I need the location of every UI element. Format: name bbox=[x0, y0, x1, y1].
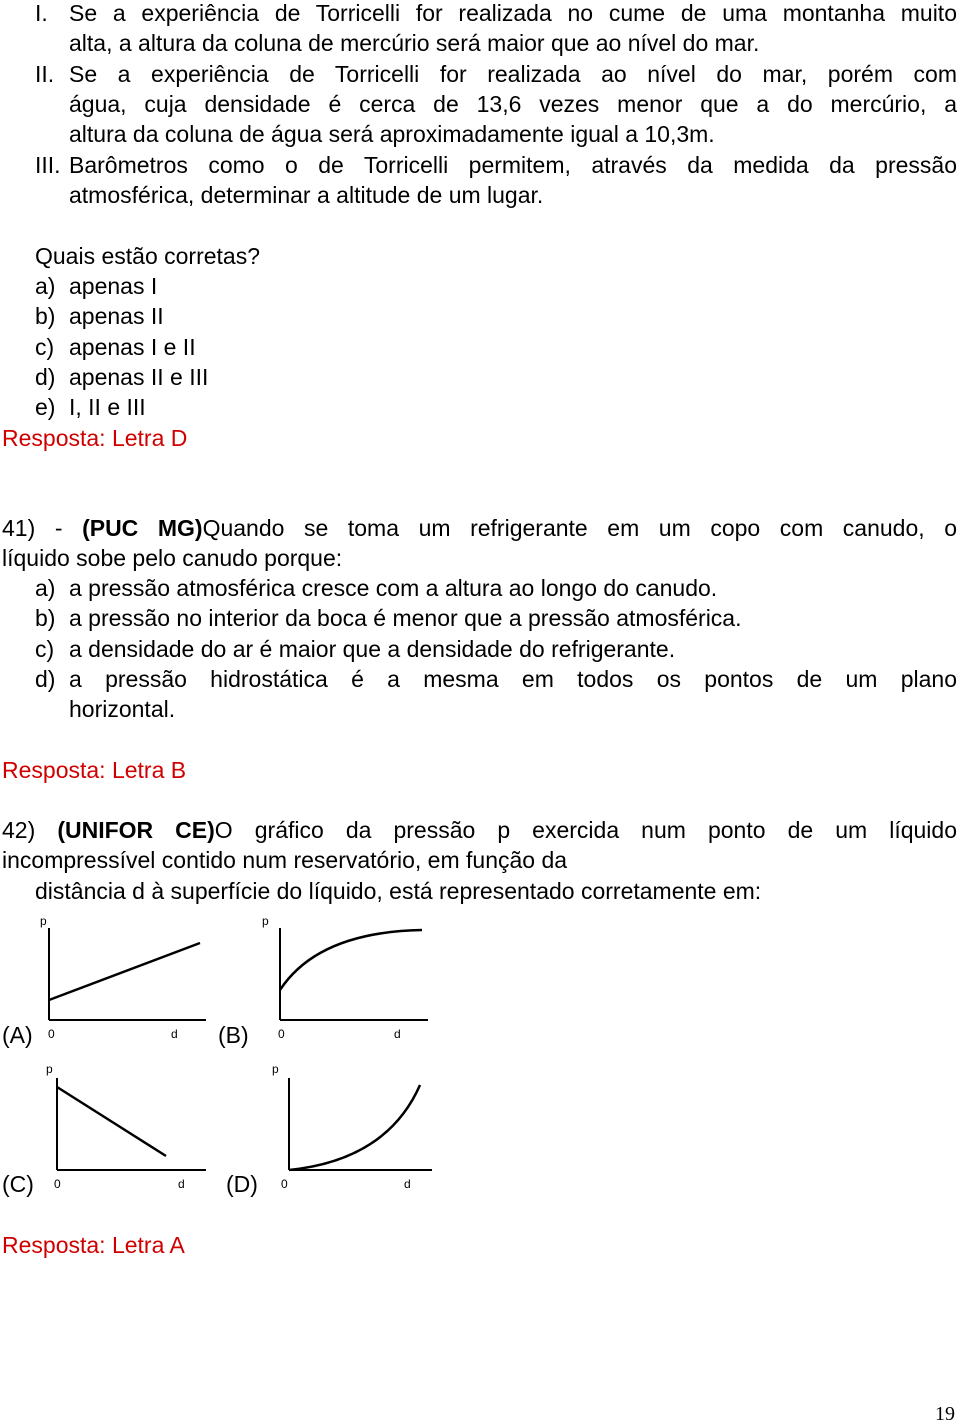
curve bbox=[49, 943, 200, 1000]
answer-text: Resposta: Letra B bbox=[2, 757, 187, 783]
graph-label-d: (D) bbox=[226, 1171, 258, 1197]
graph-label-b: (B) bbox=[218, 1022, 249, 1048]
curve bbox=[57, 1087, 166, 1156]
statement-text: alta, a altura da coluna de mercúrio será maior que ao nível do mar. bbox=[69, 30, 760, 56]
x-axis-label: d bbox=[171, 1027, 178, 1041]
x-axis-label: d bbox=[394, 1027, 401, 1041]
option-letter: d) bbox=[35, 364, 56, 390]
question-stem-text: líquido sobe pelo canudo porque: bbox=[2, 545, 343, 571]
y-axis-label: p bbox=[262, 914, 269, 928]
page-number: 19 bbox=[935, 1403, 955, 1425]
question-source: (PUC MG) bbox=[82, 515, 203, 541]
option-text: horizontal. bbox=[69, 696, 176, 722]
statement-number: II. bbox=[35, 61, 55, 87]
statement-text: água, cuja densidade é cerca de 13,6 vezes menor que a do mercúrio, a bbox=[69, 91, 957, 117]
option-text: apenas I e II bbox=[69, 334, 196, 360]
statement-text: altura da coluna de água será aproximadamente igual a 10,3m. bbox=[69, 121, 715, 147]
y-axis-label: p bbox=[46, 1062, 53, 1076]
graph-b bbox=[258, 910, 428, 1041]
option-letter: a) bbox=[35, 575, 56, 601]
question-stem-text: Quando se toma um refrigerante em um copo com canudo, o bbox=[202, 515, 958, 541]
option-text: apenas II bbox=[69, 303, 164, 329]
option-text: a pressão atmosférica cresce com a altura ao longo do canudo. bbox=[69, 575, 718, 601]
option-letter: b) bbox=[35, 605, 56, 631]
answer-text: Resposta: Letra D bbox=[2, 425, 188, 451]
statement-number: III. bbox=[35, 152, 61, 178]
origin-label: 0 bbox=[281, 1177, 288, 1191]
option-letter: e) bbox=[35, 394, 56, 420]
graph-label-a: (A) bbox=[2, 1022, 33, 1048]
option-letter: c) bbox=[35, 334, 55, 360]
y-axis-label: p bbox=[40, 914, 47, 928]
curve bbox=[280, 930, 422, 990]
statement-number: I. bbox=[35, 0, 48, 26]
option-letter: c) bbox=[35, 636, 55, 662]
question-source: (UNIFOR CE) bbox=[57, 817, 215, 843]
graph-label-c: (C) bbox=[2, 1171, 34, 1197]
question-stem-text: distância d à superfície do líquido, está representado corretamente em: bbox=[35, 878, 762, 904]
statement-text: Se a experiência de Torricelli for realizada ao nível do mar, porém com bbox=[69, 61, 957, 87]
question-number: 42) bbox=[2, 817, 36, 843]
graph-c bbox=[36, 1060, 206, 1191]
statement-text: Se a experiência de Torricelli for realizada no cume de uma montanha muito bbox=[69, 0, 957, 26]
option-letter: a) bbox=[35, 273, 56, 299]
answer-text: Resposta: Letra A bbox=[2, 1232, 185, 1258]
question-stem bbox=[2, 517, 957, 540]
option-text: a densidade do ar é maior que a densidade do refrigerante. bbox=[69, 636, 676, 662]
option-text: I, II e III bbox=[69, 394, 146, 420]
question-number: 41) - bbox=[2, 515, 63, 541]
origin-label: 0 bbox=[48, 1027, 55, 1041]
option-text: apenas II e III bbox=[69, 364, 209, 390]
option-letter: b) bbox=[35, 303, 56, 329]
graph-a bbox=[36, 910, 206, 1041]
y-axis-label: p bbox=[272, 1062, 279, 1076]
origin-label: 0 bbox=[54, 1177, 61, 1191]
statement-text: Barômetros como o de Torricelli permitem, através da medida da pressão bbox=[69, 152, 957, 178]
question-stem-text: O gráfico da pressão p exercida num ponto de um líquido bbox=[214, 817, 957, 843]
option-text: a pressão hidrostática é a mesma em todos os pontos de um plano bbox=[69, 666, 957, 692]
question-prompt: Quais estão corretas? bbox=[35, 243, 261, 269]
statement-text: atmosférica, determinar a altitude de um lugar. bbox=[69, 182, 544, 208]
graph-d bbox=[262, 1060, 432, 1191]
origin-label: 0 bbox=[278, 1027, 285, 1041]
x-axis-label: d bbox=[404, 1177, 411, 1191]
x-axis-label: d bbox=[178, 1177, 185, 1191]
option-text: a pressão no interior da boca é menor que a pressão atmosférica. bbox=[69, 605, 742, 631]
option-text: apenas I bbox=[69, 273, 158, 299]
question-stem bbox=[2, 819, 957, 842]
option-letter: d) bbox=[35, 666, 56, 692]
question-stem-text: incompressível contido num reservatório, em função da bbox=[2, 847, 568, 873]
curve bbox=[289, 1085, 420, 1170]
